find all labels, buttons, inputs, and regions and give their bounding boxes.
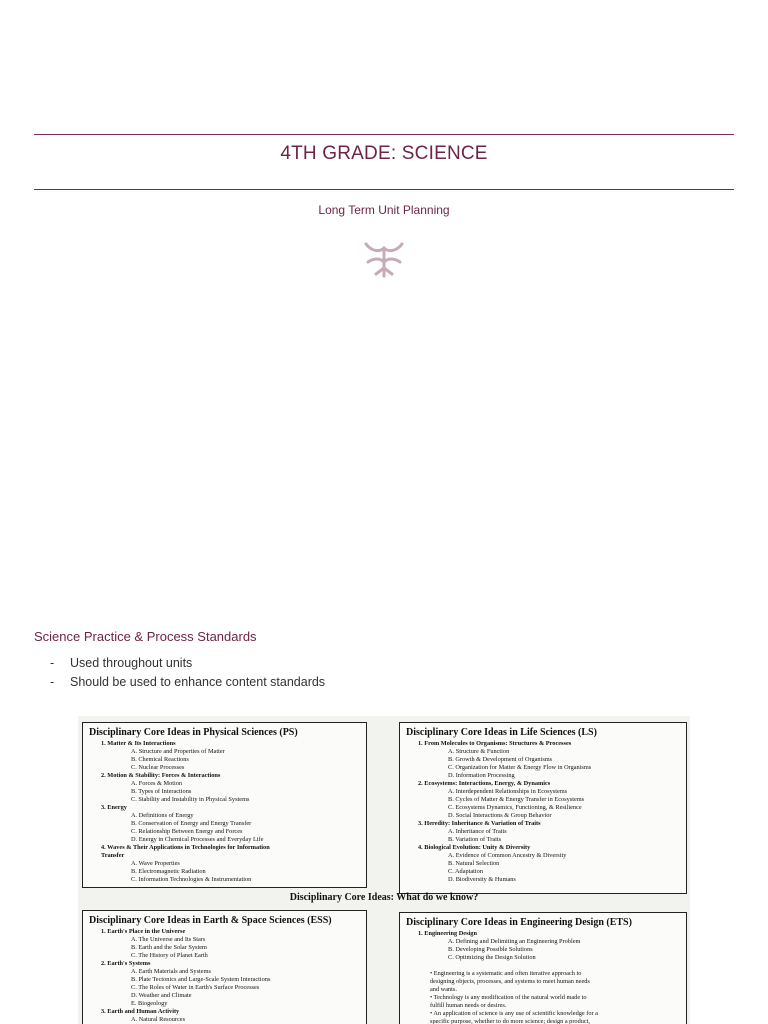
box-line: designing objects, processes, and systems to meet human needs <box>430 978 590 985</box>
title-underline-rule <box>34 189 734 190</box>
box-line: specific purpose, whether to do more science; design a product, <box>430 1018 590 1024</box>
box-line: B. Electromagnetic Radiation <box>131 868 206 875</box>
bullet-list <box>50 654 325 692</box>
box-line: A. Evidence of Common Ancestry & Diversity <box>448 852 567 859</box>
box-line: B. Earth and the Solar System <box>131 944 207 951</box>
box-line: A. Forces & Motion <box>131 780 183 787</box>
box-line: C. Ecosystems Dynamics, Functioning, & Resilience <box>448 804 582 811</box>
box-line: C. Relationship Between Energy and Forces <box>131 828 243 835</box>
box-line: B. Chemical Reactions <box>131 756 189 763</box>
box-line: C. The Roles of Water in Earth's Surface Processes <box>131 984 260 991</box>
box-line: 1. Earth's Place in the Universe <box>101 928 186 935</box>
box-line: and wants. <box>430 986 457 993</box>
box-line: • Engineering is a systematic and often iterative approach to <box>430 970 582 977</box>
box-line: 4. Biological Evolution: Unity & Diversity <box>418 844 531 851</box>
fleuron-icon <box>362 238 406 280</box>
box-lines <box>89 740 360 884</box>
list-item: - Used throughout units <box>50 656 193 670</box>
list-item: - Should be used to enhance content standards <box>50 675 326 689</box>
box-line: C. The History of Planet Earth <box>131 952 208 959</box>
section-heading: Science Practice & Process Standards <box>34 629 257 644</box>
box-title: Disciplinary Core Ideas in Life Sciences (LS) <box>406 727 597 738</box>
bullet-text: Used throughout units <box>70 656 193 670</box>
page-subtitle: Long Term Unit Planning <box>318 203 450 217</box>
earth-space-sciences-box <box>82 910 367 1024</box>
box-line: A. Inheritance of Traits <box>448 828 507 835</box>
box-line: 1. From Molecules to Organisms: Structures & Processes <box>418 740 572 747</box>
box-line: A. Wave Properties <box>131 860 180 867</box>
box-line: • Technology is any modification of the natural world made to <box>430 994 587 1001</box>
box-line: 3. Energy <box>101 804 127 811</box>
bullet-text: Should be used to enhance content standards <box>70 675 326 689</box>
top-rule <box>34 134 734 135</box>
box-line: A. Definitions of Energy <box>131 812 194 819</box>
box-line: C. Organization for Matter & Energy Flow in Organisms <box>448 764 592 771</box>
box-line: A. Earth Materials and Systems <box>131 968 211 975</box>
box-line: A. Natural Resources <box>131 1016 186 1023</box>
physical-sciences-box <box>82 722 367 888</box>
box-line: D. Energy in Chemical Processes and Everyday Life <box>131 836 264 843</box>
box-line: C. Stability and Instability in Physical Systems <box>131 796 250 803</box>
box-line: • An application of science is any use of scientific knowledge for a <box>430 1010 598 1017</box>
box-line <box>406 962 680 970</box>
box-line: Transfer <box>101 852 125 859</box>
box-line: 4. Waves & Their Applications in Technologies for Information <box>101 844 270 851</box>
scanned-figure <box>78 716 690 1024</box>
box-title: Disciplinary Core Ideas in Earth & Space Sciences (ESS) <box>89 915 332 926</box>
box-line: D. Social Interactions & Group Behavior <box>448 812 552 819</box>
box-line: 2. Motion & Stability: Forces & Interactions <box>101 772 221 779</box>
box-line: E. Biogeology <box>131 1000 168 1007</box>
box-line: C. Adaptation <box>448 868 483 875</box>
box-line: A. Interdependent Relationships in Ecosystems <box>448 788 568 795</box>
figure-caption: Disciplinary Core Ideas: What do we know? <box>289 892 479 903</box>
box-line: 1. Matter & Its Interactions <box>101 740 176 747</box>
box-line: 3. Earth and Human Activity <box>101 1008 180 1015</box>
box-line: 2. Earth's Systems <box>101 960 151 967</box>
box-line: D. Biodiversity & Humans <box>448 876 516 883</box>
box-line: C. Information Technologies & Instrumentation <box>131 876 252 883</box>
box-title: Disciplinary Core Ideas in Engineering Design (ETS) <box>406 917 632 928</box>
box-line: B. Growth & Development of Organisms <box>448 756 553 763</box>
box-line: A. Structure and Properties of Matter <box>131 748 225 755</box>
box-line: 3. Heredity: Inheritance & Variation of Traits <box>418 820 541 827</box>
box-line: 1. Engineering Design <box>418 930 477 937</box>
box-line: fulfill human needs or desires. <box>430 1002 507 1009</box>
box-line: B. Developing Possible Solutions <box>448 946 533 953</box>
box-title: Disciplinary Core Ideas in Physical Sciences (PS) <box>89 727 298 738</box>
box-line: D. Weather and Climate <box>131 992 192 999</box>
box-line: A. The Universe and Its Stars <box>131 936 206 943</box>
life-sciences-box <box>399 722 687 894</box>
box-lines <box>406 930 680 1024</box>
page-title: 4TH GRADE: SCIENCE <box>280 143 488 164</box>
box-line: D. Information Processing <box>448 772 515 779</box>
box-lines <box>406 740 680 884</box>
box-line: B. Types of Interactions <box>131 788 192 795</box>
box-line: 2. Ecosystems: Interactions, Energy, & Dynamics <box>418 780 551 787</box>
engineering-design-box <box>399 912 687 1024</box>
box-line: B. Cycles of Matter & Energy Transfer in Ecosystems <box>448 796 585 803</box>
box-line: B. Plate Tectonics and Large-Scale System Interactions <box>131 976 271 983</box>
box-line: A. Defining and Delimiting an Engineering Problem <box>448 938 581 945</box>
box-line: C. Nuclear Processes <box>131 764 185 771</box>
box-line: C. Optimizing the Design Solution <box>448 954 536 961</box>
box-line: B. Variation of Traits <box>448 836 502 843</box>
box-lines <box>89 928 360 1024</box>
box-line: A. Structure & Function <box>448 748 510 755</box>
box-line: B. Conservation of Energy and Energy Transfer <box>131 820 252 827</box>
box-line: B. Natural Selection <box>448 860 500 867</box>
